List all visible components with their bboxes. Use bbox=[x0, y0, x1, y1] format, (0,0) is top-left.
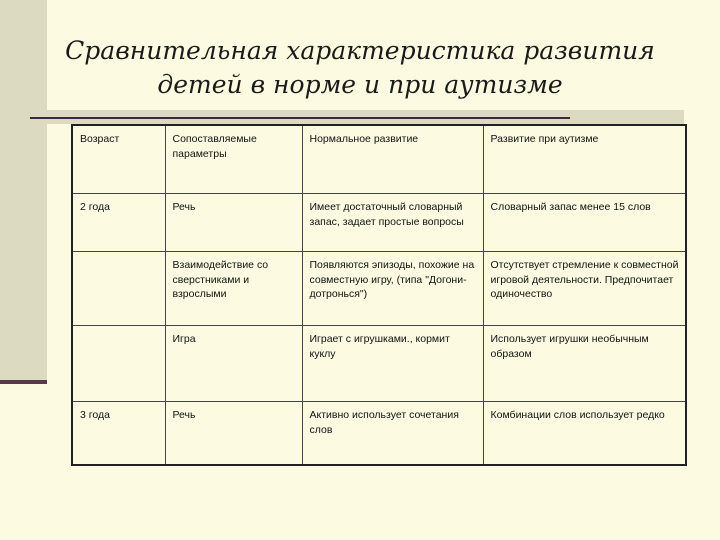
title-rule-line bbox=[30, 117, 570, 119]
left-accent-bar bbox=[0, 380, 47, 384]
slide-title-line-2: детей в норме и при аутизме bbox=[157, 70, 563, 99]
header-cell-parameters: Сопоставляемые параметры bbox=[165, 125, 302, 194]
table-cell: 2 года bbox=[72, 194, 165, 252]
table-cell bbox=[72, 252, 165, 326]
table-cell: Появляются эпизоды, похожие на совместную игру, (типа "Догони-дотронься") bbox=[302, 252, 483, 326]
table-cell: Отсутствует стремление к совместной игровой деятельности. Предпочитает одиночество bbox=[483, 252, 686, 326]
table-cell: Активно использует сочетания слов bbox=[302, 402, 483, 466]
table-cell: Игра bbox=[165, 326, 302, 402]
table-row bbox=[72, 402, 686, 466]
table-cell bbox=[72, 326, 165, 402]
header-cell-autism: Развитие при аутизме bbox=[483, 125, 686, 194]
table-cell: Использует игрушки необычным образом bbox=[483, 326, 686, 402]
table-cell: Речь bbox=[165, 402, 302, 466]
table-cell: Играет с игрушками., кормит куклу bbox=[302, 326, 483, 402]
comparison-table bbox=[71, 124, 687, 466]
table-row bbox=[72, 194, 686, 252]
table-cell: Взаимодействие со сверстниками и взрослыми bbox=[165, 252, 302, 326]
slide-title-line-1: Сравнительная характеристика развития bbox=[65, 36, 655, 65]
table-cell: 3 года bbox=[72, 402, 165, 466]
table-cell: Словарный запас менее 15 слов bbox=[483, 194, 686, 252]
table-row bbox=[72, 326, 686, 402]
header-cell-normal: Нормальное развитие bbox=[302, 125, 483, 194]
table-header-row bbox=[72, 125, 686, 194]
table-cell: Комбинации слов использует редко bbox=[483, 402, 686, 466]
left-decor-block bbox=[0, 0, 47, 384]
slide-title bbox=[60, 34, 660, 102]
header-cell-age: Возраст bbox=[72, 125, 165, 194]
table-row bbox=[72, 252, 686, 326]
table-cell: Имеет достаточный словарный запас, задает простые вопросы bbox=[302, 194, 483, 252]
table-cell: Речь bbox=[165, 194, 302, 252]
